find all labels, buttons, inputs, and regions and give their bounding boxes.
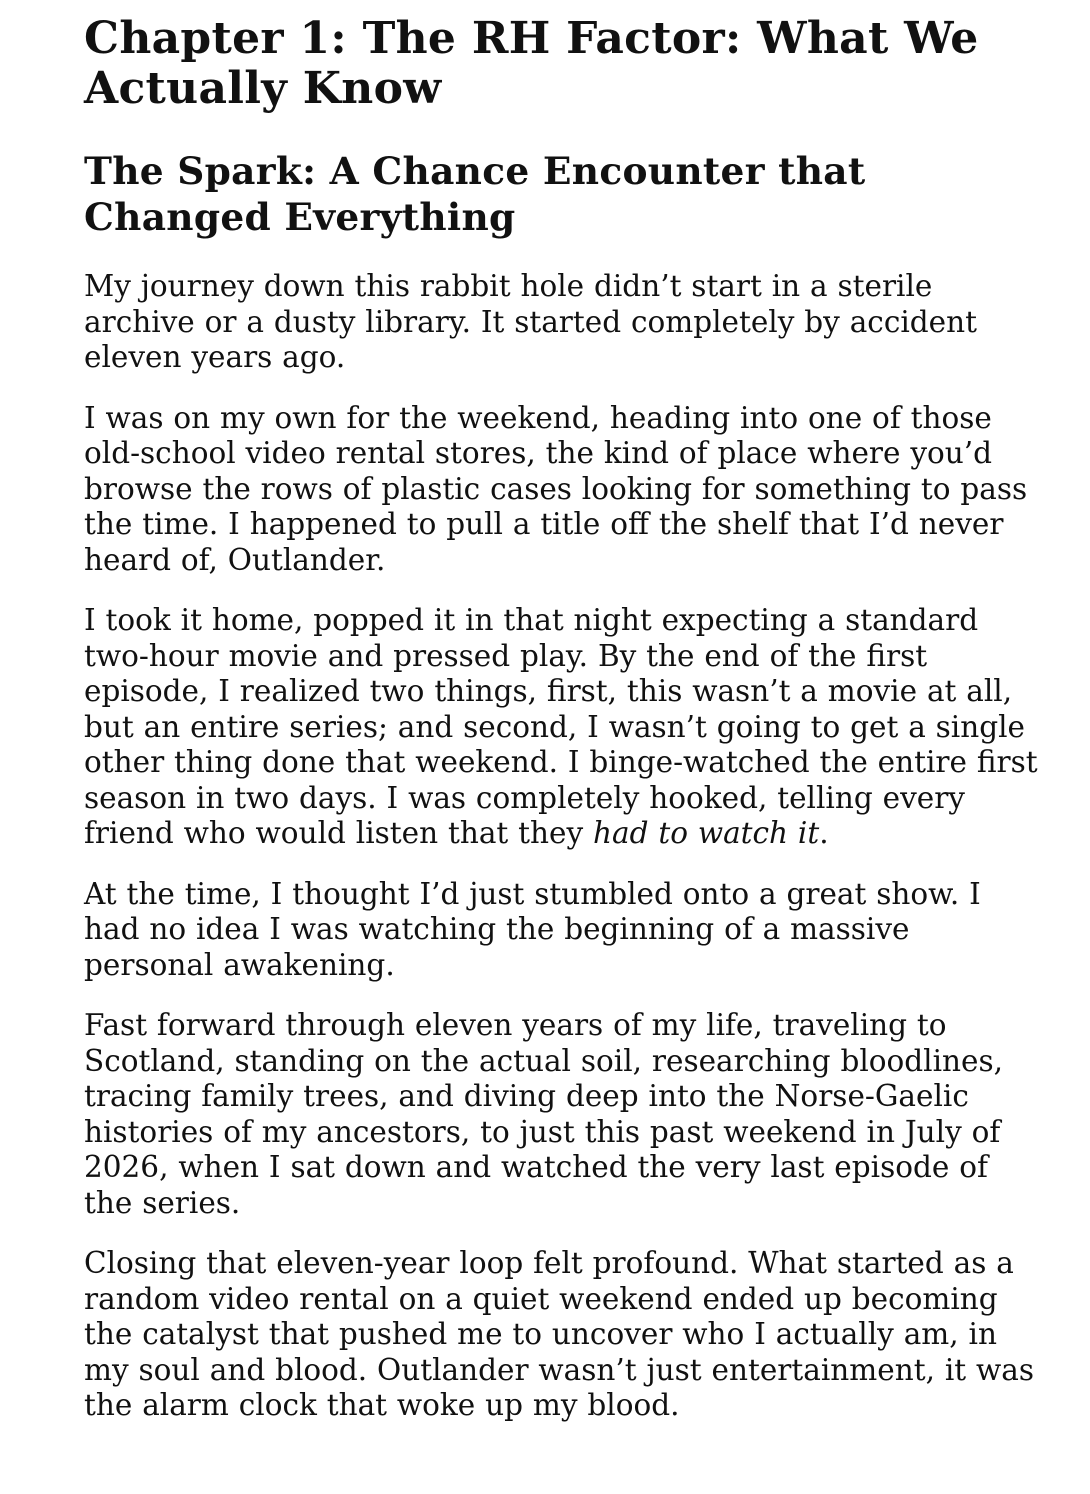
paragraph-3-emphasis: had to watch it [593,816,820,850]
paragraph-2: I was on my own for the weekend, heading into one of those old-school video rental stores, the kind of place where you’d browse the rows of plastic cases looking for something to pass the time. I happened to pull a title off the shelf that I’d never heard of, Outlander. [84,400,1028,577]
document-page [84,14,1044,1424]
paragraph-4: At the time, I thought I’d just stumbled onto a great show. I had no idea I was watching the beginning of a massive personal awakening. [84,876,981,982]
paragraph-5: Fast forward through eleven years of my life, traveling to Scotland, standing on the actual soil, researching bloodlines, tracing family trees, and diving deep into the Norse-Gaelic histories of my ancestors, to just this past weekend in July of 2026, when I sat down and watched the very last episode of the series. [84,1008,1004,1220]
chapter-title: Chapter 1: The RH Factor: What We Actually Know [84,13,979,114]
paragraph-1: My journey down this rabbit hole didn’t start in a sterile archive or a dusty library. It started completely by accident eleven years ago. [84,269,977,374]
paragraph-3 [84,603,1044,852]
paragraph-6: Closing that eleven-year loop felt profound. What started as a random video rental on a quiet weekend ended up becoming the catalyst that pushed me to uncover who I actually am, in my soul and blood. Outlander wasn’t just entertainment, it was the alarm clock that woke up my blood. [84,1246,1034,1422]
section-heading: The Spark: A Chance Encounter that Changed Everything [84,149,866,239]
paragraph-3-end: . [819,816,829,850]
paragraph-3-text: I took it home, popped it in that night expecting a standard two-hour movie and pressed play. By the end of the first episode, I realized two things, first, this wasn’t a movie at all, but an entire series; and second, I wasn’t going to get a single other thing done that weekend. I binge-watched the entire first season in two days. I was completely hooked, telling every friend who would listen that they [84,603,1038,850]
